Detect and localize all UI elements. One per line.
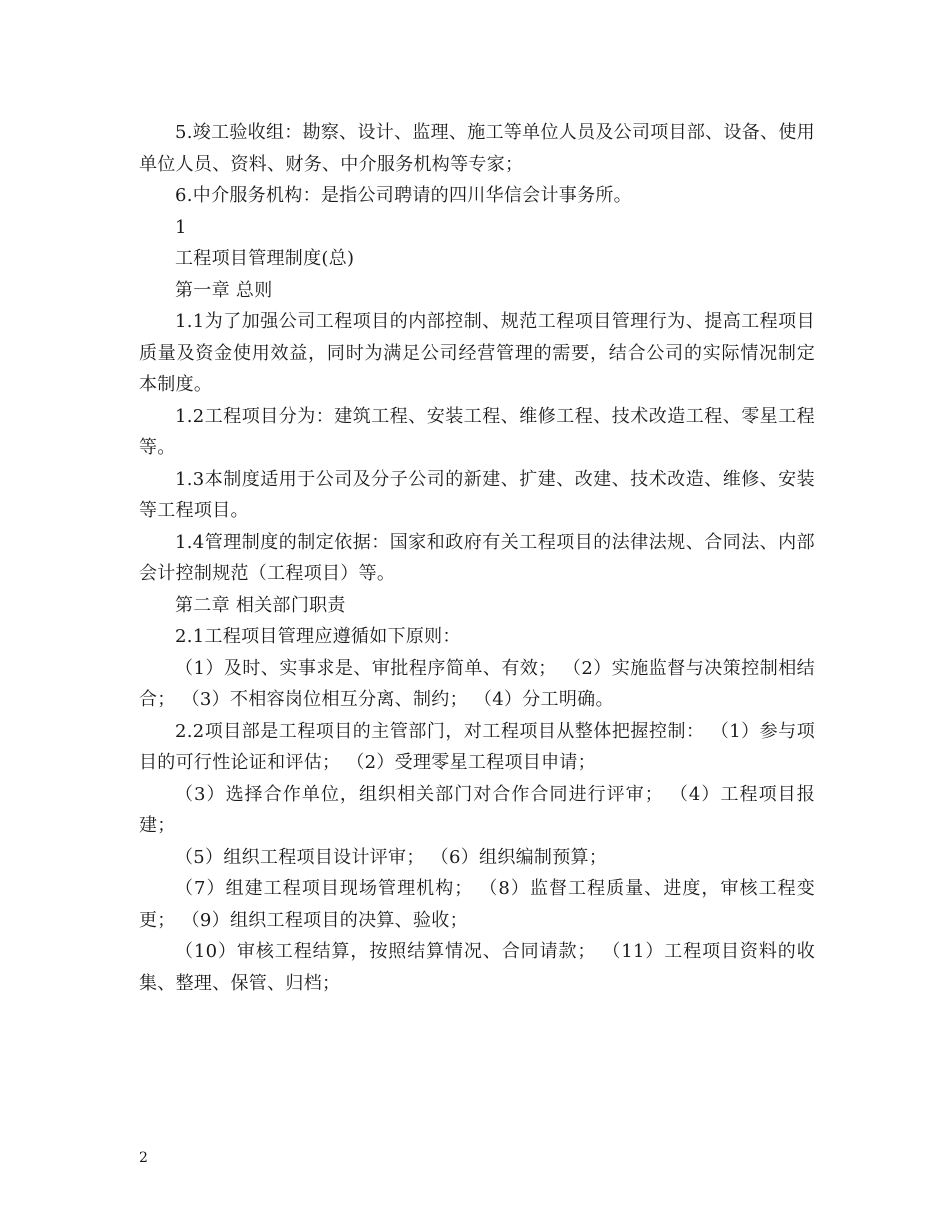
paragraph-duties-10-11: （10）审核工程结算，按照结算情况、合同请款； （11）工程项目资料的收集、整理、保管、归档； xyxy=(139,941,815,994)
page-number: 2 xyxy=(139,1150,148,1166)
paragraph-principles-list: （1）及时、实事求是、审批程序简单、有效； （2）实施监督与决策控制相结合； （3）不相容岗位相互分离、制约； （4）分工明确。 xyxy=(139,657,815,710)
paragraph-intermediary-agency: 6.中介服务机构：是指公司聘请的四川华信会计事务所。 xyxy=(175,185,632,206)
paragraph-1-2: 1.2工程项目分为：建筑工程、安装工程、维修工程、技术改造工程、零星工程等。 xyxy=(139,405,815,458)
paragraph-duties-7-9: （7）组建工程项目现场管理机构； （8）监督工程质量、进度，审核工程变更； （9）组织工程项目的决算、验收； xyxy=(139,878,815,931)
paragraph-duties-3-4: （3）选择合作单位，组织相关部门对合作合同进行评审； （4）工程项目报建； xyxy=(139,783,815,836)
paragraph-completion-acceptance-group: 5.竣工验收组：勘察、设计、监理、施工等单位人员及公司项目部、设备、使用单位人员、资料、财务、中介服务机构等专家； xyxy=(139,122,815,175)
chapter-heading-1: 第一章 总则 xyxy=(175,279,273,301)
chapter-heading-2: 第二章 相关部门职责 xyxy=(175,594,346,616)
document-title: 工程项目管理制度(总) xyxy=(175,248,355,269)
paragraph-1-3: 1.3本制度适用于公司及分子公司的新建、扩建、改建、技术改造、维修、安装等工程项目。 xyxy=(139,468,815,521)
paragraph-page-marker: 1 xyxy=(175,216,187,238)
paragraph-2-2: 2.2项目部是工程项目的主管部门，对工程项目从整体把握控制： （1）参与项目的可行性论证和评估； （2）受理零星工程项目申请； xyxy=(139,720,815,773)
paragraph-duties-5-6: （5）组织工程项目设计评审； （6）组织编制预算； xyxy=(175,846,608,868)
paragraph-1-1: 1.1为了加强公司工程项目的内部控制、规范工程项目管理行为、提高工程项目质量及资金使用效益，同时为满足公司经营管理的需要，结合公司的实际情况制定本制度。 xyxy=(139,311,815,395)
paragraph-1-4: 1.4管理制度的制定依据：国家和政府有关工程项目的法律法规、合同法、内部会计控制规范（工程项目）等。 xyxy=(139,531,815,584)
document-body xyxy=(139,117,815,999)
paragraph-2-1: 2.1工程项目管理应遵循如下原则： xyxy=(175,626,461,647)
